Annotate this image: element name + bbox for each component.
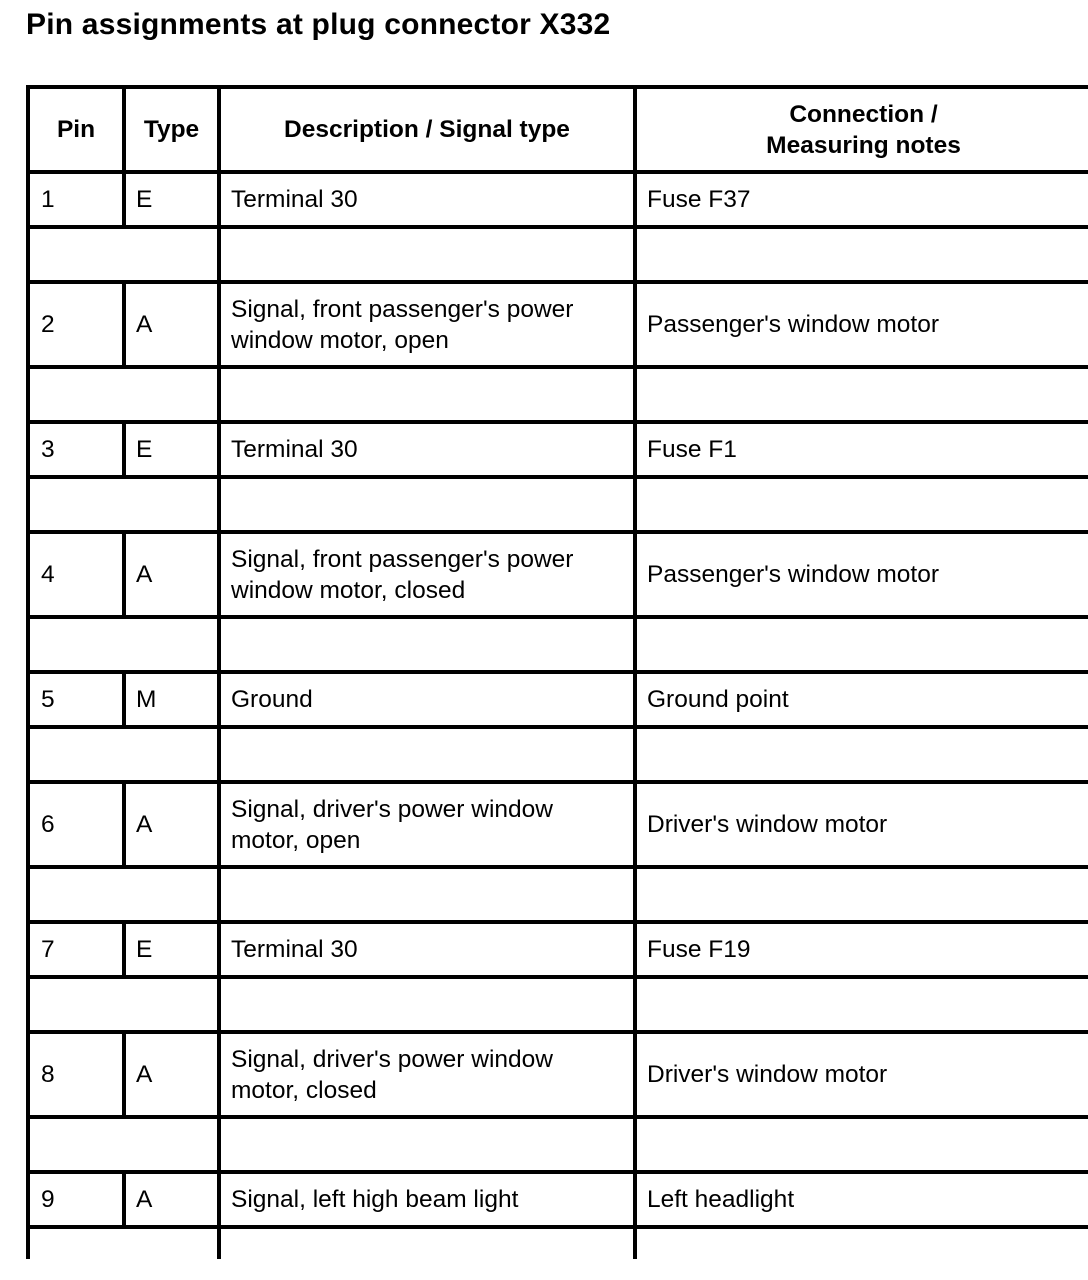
spacer-cell: [635, 1117, 1088, 1172]
spacer-cell: [219, 977, 635, 1032]
description-cell: [219, 532, 635, 617]
description-line: window motor, closed: [231, 576, 466, 604]
type-cell: A: [124, 1032, 219, 1117]
table-header-row: [28, 87, 1088, 172]
table-row: [28, 1172, 1088, 1227]
header-connection-line1: Connection /: [789, 100, 938, 128]
connection-cell: Ground point: [635, 672, 1088, 727]
connection-cell: Passenger's window motor: [635, 282, 1088, 367]
table-row: [28, 532, 1088, 617]
type-cell: A: [124, 282, 219, 367]
description-cell: [219, 782, 635, 867]
page-title: Pin assignments at plug connector X332: [26, 8, 611, 41]
table-row: [28, 282, 1088, 367]
header-description: Description / Signal type: [219, 87, 635, 172]
type-cell: A: [124, 532, 219, 617]
connection-cell: Fuse F19: [635, 922, 1088, 977]
spacer-cell: [28, 727, 219, 782]
description-line: motor, closed: [231, 1076, 377, 1104]
type-cell: A: [124, 1172, 219, 1227]
spacer-cell: [219, 867, 635, 922]
spacer-cell: [635, 977, 1088, 1032]
spacer-row: [28, 727, 1088, 782]
spacer-cell: [219, 477, 635, 532]
spacer-cell: [635, 1227, 1088, 1259]
description-cell: Terminal 30: [219, 422, 635, 477]
header-type: Type: [124, 87, 219, 172]
spacer-cell: [219, 1227, 635, 1259]
spacer-cell: [219, 1117, 635, 1172]
spacer-cell: [635, 617, 1088, 672]
description-cell: Terminal 30: [219, 172, 635, 227]
spacer-row: [28, 1227, 1088, 1259]
header-pin: Pin: [28, 87, 124, 172]
pin-cell: 7: [28, 922, 124, 977]
header-connection: [635, 87, 1088, 172]
spacer-cell: [28, 867, 219, 922]
connection-cell: Left headlight: [635, 1172, 1088, 1227]
description-line: Signal, driver's power window: [231, 1045, 553, 1073]
spacer-cell: [28, 477, 219, 532]
connection-cell: Fuse F1: [635, 422, 1088, 477]
spacer-cell: [219, 227, 635, 282]
table-row: [28, 1032, 1088, 1117]
type-cell: E: [124, 172, 219, 227]
table-row: [28, 172, 1088, 227]
type-cell: M: [124, 672, 219, 727]
spacer-row: [28, 1117, 1088, 1172]
spacer-cell: [28, 1117, 219, 1172]
type-cell: E: [124, 422, 219, 477]
spacer-row: [28, 367, 1088, 422]
pin-cell: 8: [28, 1032, 124, 1117]
spacer-cell: [219, 727, 635, 782]
description-line: window motor, open: [231, 326, 449, 354]
table-row: [28, 422, 1088, 477]
description-line: Signal, front passenger's power: [231, 295, 574, 323]
spacer-row: [28, 977, 1088, 1032]
description-cell: Ground: [219, 672, 635, 727]
description-line: Signal, front passenger's power: [231, 545, 574, 573]
pin-cell: 6: [28, 782, 124, 867]
table-row: [28, 782, 1088, 867]
pin-assignment-table: [26, 85, 1088, 1259]
spacer-cell: [635, 727, 1088, 782]
header-connection-line2: Measuring notes: [766, 131, 961, 159]
spacer-cell: [28, 367, 219, 422]
description-line: motor, open: [231, 826, 361, 854]
spacer-cell: [635, 227, 1088, 282]
connection-cell: Passenger's window motor: [635, 532, 1088, 617]
pin-cell: 1: [28, 172, 124, 227]
pin-cell: 5: [28, 672, 124, 727]
spacer-cell: [635, 367, 1088, 422]
spacer-row: [28, 867, 1088, 922]
description-cell: Signal, left high beam light: [219, 1172, 635, 1227]
spacer-cell: [219, 617, 635, 672]
spacer-cell: [28, 977, 219, 1032]
spacer-row: [28, 477, 1088, 532]
spacer-cell: [635, 867, 1088, 922]
table-row: [28, 922, 1088, 977]
type-cell: E: [124, 922, 219, 977]
spacer-cell: [635, 477, 1088, 532]
description-cell: [219, 1032, 635, 1117]
type-cell: A: [124, 782, 219, 867]
table-row: [28, 672, 1088, 727]
pin-cell: 2: [28, 282, 124, 367]
spacer-row: [28, 227, 1088, 282]
connection-cell: Driver's window motor: [635, 1032, 1088, 1117]
pin-cell: 3: [28, 422, 124, 477]
pin-cell: 9: [28, 1172, 124, 1227]
connection-cell: Driver's window motor: [635, 782, 1088, 867]
description-line: Signal, driver's power window: [231, 795, 553, 823]
spacer-cell: [28, 227, 219, 282]
spacer-cell: [28, 617, 219, 672]
spacer-cell: [219, 367, 635, 422]
spacer-cell: [28, 1227, 219, 1259]
spacer-row: [28, 617, 1088, 672]
description-cell: [219, 282, 635, 367]
description-cell: Terminal 30: [219, 922, 635, 977]
connection-cell: Fuse F37: [635, 172, 1088, 227]
pin-cell: 4: [28, 532, 124, 617]
